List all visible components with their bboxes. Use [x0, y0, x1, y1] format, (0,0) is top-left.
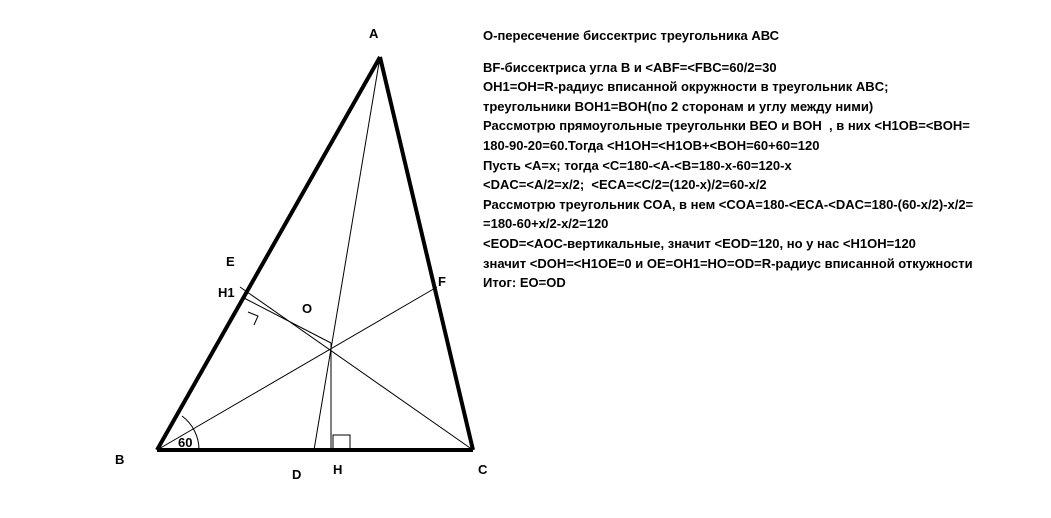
solution-line: =180-60+x/2-x/2=120 — [483, 216, 609, 232]
bisector-ce — [240, 287, 473, 450]
solution-line: значит <DOH=<H1OE=0 и OE=OH1=HO=OD=R-радиус вписанной откужности — [483, 255, 973, 271]
right-angle-mark-h — [333, 435, 350, 448]
label-point-h1: H1 — [218, 285, 235, 300]
solution-title: О-пересечение биссектрис треугольника АВС — [483, 28, 780, 43]
solution-line: Пусть <A=x; тогда <C=180-<A-<B=180-x-60=120-x — [483, 157, 792, 173]
solution-line: Итог: EO=OD — [483, 275, 566, 291]
label-point-c: C — [478, 462, 488, 477]
label-point-e: E — [226, 254, 235, 269]
solution-line: <DAC=<A/2=x/2; <ECA=<C/2=(120-x)/2=60-x/2 — [483, 177, 767, 193]
bisector-bf — [157, 287, 437, 450]
solution-line: Рассмотрю прямоугольные треугольнки BEO и BOH , в них <H1OB=<BOH= — [483, 118, 970, 134]
label-point-d: D — [292, 467, 302, 482]
label-point-b: B — [115, 452, 125, 467]
segment-oh1 — [244, 298, 331, 343]
label-point-a: A — [369, 26, 379, 41]
label-angle-b: 60 — [178, 435, 193, 450]
solution-text — [483, 26, 1043, 293]
solution-line: Рассмотрю треугольник COA, в нем <COA=180-<ECA-<DAC=180-(60-x/2)-x/2= — [483, 196, 974, 212]
solution-line: <EOD=<AOC-вертикальные, значит <EOD=120, но у нас <H1OH=120 — [483, 235, 916, 251]
solution-line: BF-биссектриса угла B и <ABF=<FBC=60/2=30 — [483, 59, 777, 75]
solution-line: треугольники BOH1=BOH(по 2 сторонам и углу между ними) — [483, 98, 874, 114]
label-point-f: F — [438, 274, 446, 289]
solution-line: 180-90-20=60.Тогда <H1OH=<H1OB+<BOH=60+60=120 — [483, 137, 820, 153]
right-angle-mark-h1 — [248, 312, 258, 325]
side-ac — [380, 57, 473, 450]
solution-line: OH1=OH=R-радиус вписанной окружности в треугольник ABC; — [483, 79, 889, 95]
label-point-h: H — [333, 462, 343, 477]
label-point-o: O — [302, 301, 313, 316]
